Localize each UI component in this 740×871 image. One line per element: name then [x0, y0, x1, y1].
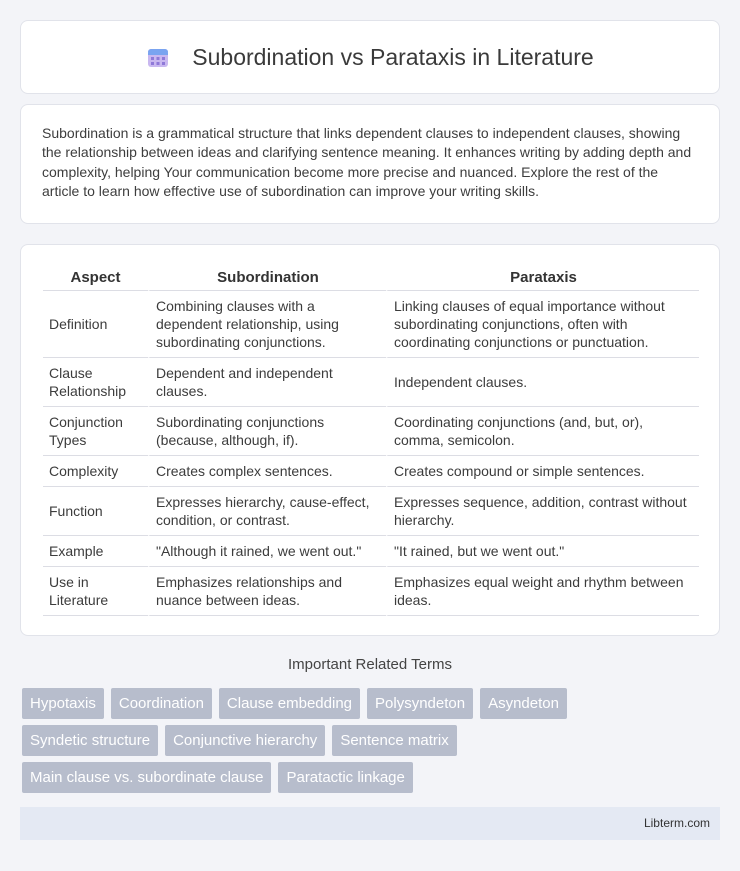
cell-aspect: Complexity	[43, 456, 148, 487]
header-subordination: Subordination	[148, 264, 386, 291]
related-term-tag[interactable]: Asyndeton	[480, 688, 567, 719]
related-terms-heading: Important Related Terms	[288, 656, 452, 673]
table-row	[43, 407, 699, 456]
cell-parataxis: "It rained, but we went out."	[386, 536, 699, 567]
cell-subordination: "Although it rained, we went out."	[148, 536, 386, 567]
footer-site[interactable]: Libterm.com	[643, 816, 710, 830]
page-title: Subordination vs Parataxis in Literature	[192, 43, 594, 70]
intro-text: Subordination is a grammatical structure that links dependent clauses to independent clauses, showing the relationship between ideas and clarifying sentence meaning. It enhances writing by adding depth and complexity, helping Your communication become more precise and nuanced. Explore the rest of the article to learn how effective use of subordination can improve your writing skills.	[42, 125, 692, 199]
cell-aspect: Example	[43, 536, 148, 567]
table-row	[43, 567, 699, 616]
related-term-tag[interactable]: Syndetic structure	[22, 725, 158, 756]
cell-subordination: Creates complex sentences.	[148, 456, 386, 487]
intro-card	[20, 104, 720, 224]
footer	[20, 807, 720, 840]
table-row	[43, 456, 699, 487]
comparison-table	[43, 264, 699, 616]
cell-aspect: Use in Literature	[43, 567, 148, 616]
related-terms-list	[22, 688, 702, 799]
title-card	[20, 20, 720, 94]
header-parataxis: Parataxis	[386, 264, 699, 291]
related-term-tag[interactable]: Clause embedding	[219, 688, 360, 719]
cell-subordination: Expresses hierarchy, cause-effect, condition, or contrast.	[148, 487, 386, 536]
comparison-table-card	[20, 244, 720, 636]
table-header-row	[43, 264, 699, 291]
cell-parataxis: Coordinating conjunctions (and, but, or), comma, semicolon.	[386, 407, 699, 456]
cell-aspect: Definition	[43, 291, 148, 358]
table-row	[43, 291, 699, 358]
header-aspect: Aspect	[43, 264, 148, 291]
cell-subordination: Dependent and independent clauses.	[148, 358, 386, 407]
related-term-tag[interactable]: Paratactic linkage	[278, 762, 412, 793]
related-term-tag[interactable]: Polysyndeton	[367, 688, 473, 719]
cell-subordination: Emphasizes relationships and nuance between ideas.	[148, 567, 386, 616]
cell-parataxis: Linking clauses of equal importance without subordinating conjunctions, often with coordinating conjunctions or punctuation.	[386, 291, 699, 358]
related-term-tag[interactable]: Main clause vs. subordinate clause	[22, 762, 271, 793]
cell-subordination: Combining clauses with a dependent relationship, using subordinating conjunctions.	[148, 291, 386, 358]
cell-parataxis: Creates compound or simple sentences.	[386, 456, 699, 487]
related-term-tag[interactable]: Conjunctive hierarchy	[165, 725, 325, 756]
cell-aspect: Conjunction Types	[43, 407, 148, 456]
cell-parataxis: Independent clauses.	[386, 358, 699, 407]
cell-aspect: Function	[43, 487, 148, 536]
cell-aspect: Clause Relationship	[43, 358, 148, 407]
related-term-tag[interactable]: Sentence matrix	[332, 725, 456, 756]
table-row	[43, 358, 699, 407]
table-row	[43, 487, 699, 536]
related-term-tag[interactable]: Coordination	[111, 688, 212, 719]
calendar-icon	[146, 45, 170, 69]
cell-subordination: Subordinating conjunctions (because, although, if).	[148, 407, 386, 456]
cell-parataxis: Expresses sequence, addition, contrast without hierarchy.	[386, 487, 699, 536]
cell-parataxis: Emphasizes equal weight and rhythm between ideas.	[386, 567, 699, 616]
related-term-tag[interactable]: Hypotaxis	[22, 688, 104, 719]
table-row	[43, 536, 699, 567]
